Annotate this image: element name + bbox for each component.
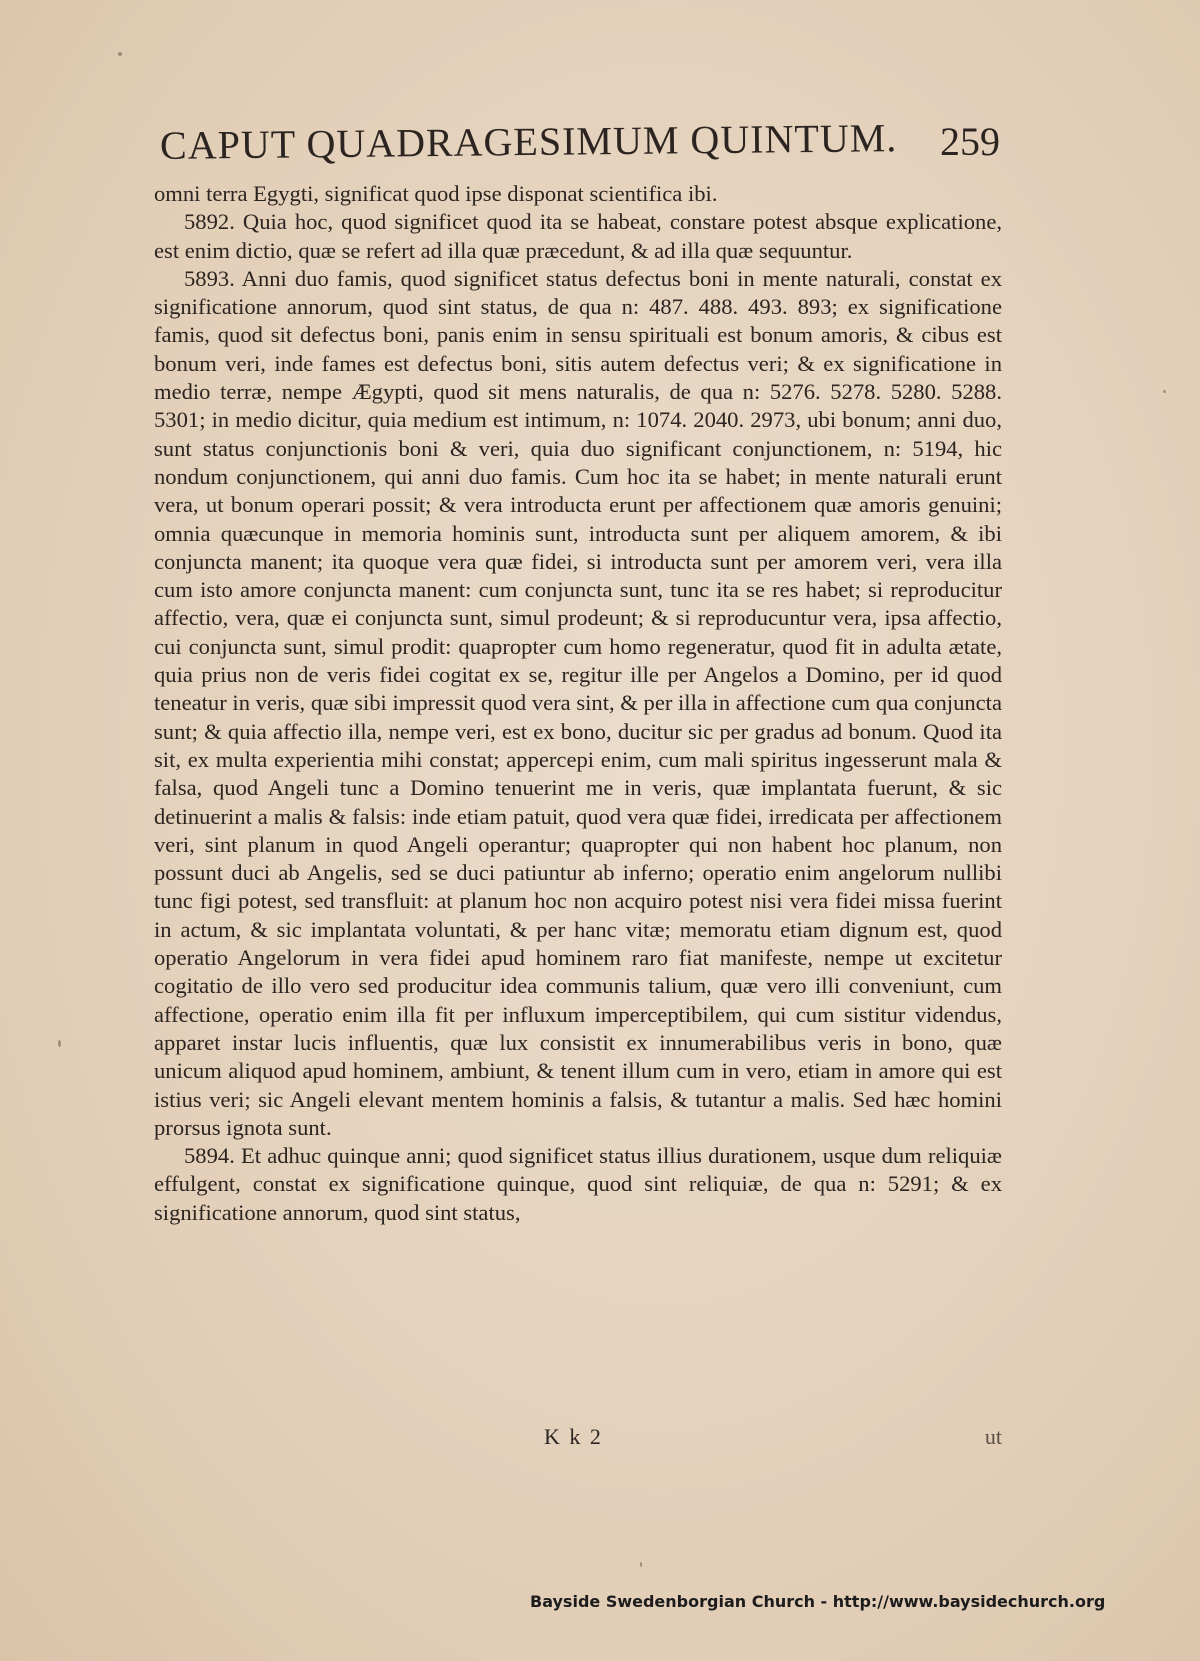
paragraph-continuation: omni terra Egygti, significat quod ipse disponat scientifica ibi.: [154, 181, 718, 206]
paragraph-5894: 5894. Et adhuc quinque anni; quod significet status illius durationem, usque dum reliquiæ effulgent, constat ex significatione quinque, quod sint reliquiæ, de qua n: 5291; & ex significatione annorum, quod sint status,: [154, 1143, 1002, 1225]
body-text: [154, 180, 1002, 1227]
page-header: [159, 115, 1000, 168]
running-title: CAPUT QUADRAGESIMUM QUINTUM.: [159, 115, 898, 168]
catchword: ut: [984, 1424, 1002, 1449]
page-number: 259: [940, 119, 1000, 164]
paper-speck: [1163, 390, 1166, 393]
page-footer: [154, 1424, 1002, 1450]
paper-speck: [640, 1562, 642, 1567]
watermark-text: Bayside Swedenborgian Church - http://www.baysidechurch.org: [530, 1592, 1106, 1611]
signature-mark: K k 2: [544, 1424, 603, 1449]
paragraph-5892: 5892. Quia hoc, quod significet quod ita se habeat, constare potest absque explicatione, est enim dictio, quæ se refert ad illa quæ præcedunt, & ad illa quæ sequuntur.: [154, 209, 1002, 263]
paper-speck: [58, 1040, 61, 1047]
paragraph-5893: 5893. Anni duo famis, quod significet status defectus boni in mente naturali, constat ex significatione annorum, quod sint status, de qua n: 487. 488. 493. 893; ex significatione famis, quod sit defectus boni, panis enim in sensu spirituali est bonum amoris, & cibus est bonum veri, inde fames est defectus boni, sitis autem defectus veri; & ex significatione in medio terræ, nempe Ægypti, quod sit mens naturalis, de qua n: 5276. 5278. 5280. 5288. 5301; in medio dicitur, quia medium est intimum, n: 1074. 2040. 2973, ubi bonum; anni duo, sunt status conjunctionis boni & veri, quia duo significant conjunctionem, n: 5194, hic nondum conjunctionem, qui anni duo famis. Cum hoc ita se habet; in mente naturali erunt vera, ut bonum operari possit; & vera introducta erunt per affectionem quæ amoris genuini; omnia quæcunque in memoria hominis sunt, introducta sunt per aliquem amorem, & ibi conjuncta manent; ita quoque vera quæ fidei, si introducta sunt per amorem veri, vera illa cum isto amore conjuncta manent: cum conjuncta sunt, tunc ita se res habet; si reproducitur affectio, vera, quæ ei conjuncta sunt, simul prodeunt; & si reproducuntur vera, ipsa affectio, cui conjuncta sunt, simul prodit: quapropter cum homo regeneratur, quod fit in adulta ætate, quia prius non de veris fidei cogitat ex se, regitur ille per Angelos a Domino, per id quod teneatur in veris, quæ sibi impressit quod vera sint, & per illa in affectione cum qua conjuncta sunt; & quia affectio illa, nempe veri, est ex bono, ducitur sic per gradus ad bonum. Quod ita sit, ex multa experientia mihi constat; appercepi enim, cum mali spiritus ingesserunt mala & falsa, quod Angeli tunc a Domino tenuerint me in veris, quæ implantata fuerunt, & sic detinuerint a malis & falsis: inde etiam patuit, quod vera quæ fidei, irredicata per affectionem veri, sint planum in quod Angeli operantur; quapropter qui non habent hoc planum, non possunt duci ab Angelis, sed se duci patiuntur ab inferno; operatio enim angelorum nullibi tunc figi potest, sed transfluit: at planum hoc non acquiro potest nisi vera fidei missa fuerint in actum, & sic implantata voluntati, & per hanc vitæ; memoratu etiam dignum est, quod operatio Angelorum in vera fidei apud hominem raro fiat manifeste, nempe ut excitetur cogitatio de illo vero sed producitur idea communis talium, quæ vero illi conveniunt, cum affectione, operatio enim illa fit per influxum imperceptibilem, qui cum sistitur videndus, apparet instar lucis influentis, quæ lux consistit ex innumerabilibus veris in bono, quæ unicum aliquod apud hominem, ambiunt, & tenent illum cum in vero, etiam in amore qui est istius veri; sic Angeli elevant mentem hominis a falsis, & tutantur a malis. Sed hæc homini prorsus ignota sunt.: [154, 265, 1002, 1140]
paper-speck: [118, 52, 122, 56]
